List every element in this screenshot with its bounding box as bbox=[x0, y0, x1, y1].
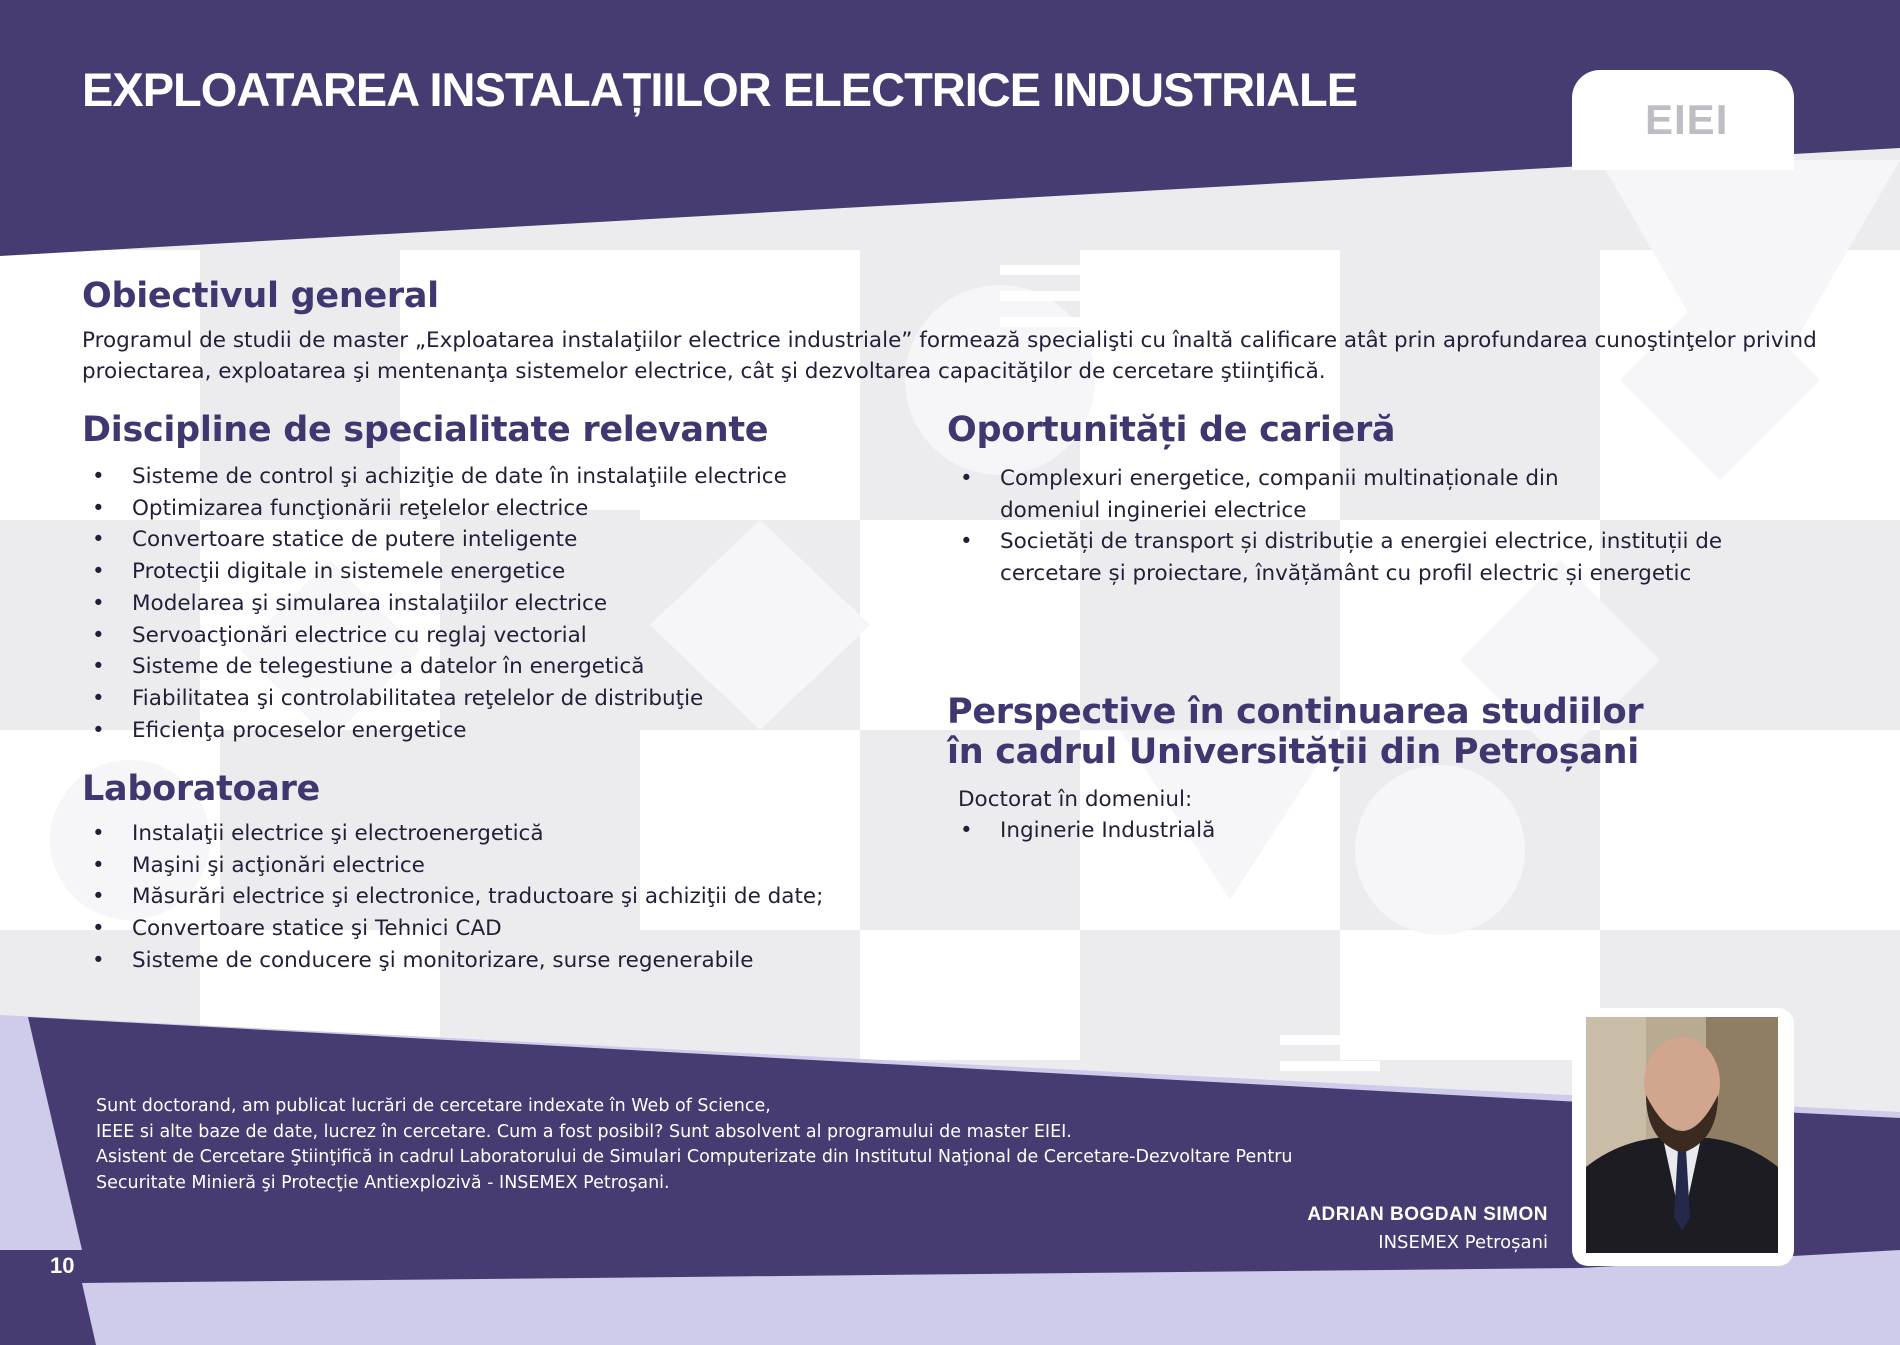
list-item: • Convertoare statice şi Tehnici CAD bbox=[82, 913, 823, 945]
portrait-photo bbox=[1586, 1017, 1778, 1253]
list-item: • Societăți de transport și distribuție a energiei electrice, instituții de cercetare și proiectare, învățământ cu profil electric și energetic bbox=[950, 526, 1760, 589]
list-item: • Eficienţa proceselor energetice bbox=[82, 715, 787, 747]
disciplines-heading: Discipline de specialitate relevante bbox=[82, 410, 769, 450]
page-number: 10 bbox=[50, 1253, 75, 1278]
careers-heading: Oportunități de carieră bbox=[947, 410, 1396, 450]
perspectives-intro: Doctorat în domeniul: bbox=[958, 787, 1193, 812]
list-item: • Sisteme de control şi achiziţie de date în instalaţiile electrice bbox=[82, 461, 787, 493]
objective-text-line: proiectarea, exploatarea şi mentenanţa sistemelor electrice, cât şi dezvoltarea capacităţilor de cercetare ştiinţifică. bbox=[82, 359, 1326, 384]
list-item: • Maşini şi acţionări electrice bbox=[82, 850, 823, 882]
testimonial-line: Securitate Minieră şi Protecţie Antiexplozivă - INSEMEX Petroşani. bbox=[96, 1172, 670, 1193]
testimonial-line: Asistent de Cercetare Ştiinţifică in cadrul Laboratorului de Simulari Computerizate din Institutul Naţional de Cercetare-Dezvoltare Pentru bbox=[96, 1147, 1293, 1167]
list-item: • Sisteme de telegestiune a datelor în energetică bbox=[82, 651, 787, 683]
program-acronym: EIEI bbox=[1645, 96, 1729, 143]
list-item: • Inginerie Industrială bbox=[950, 815, 1215, 847]
page-title: EXPLOATAREA INSTALAȚIILOR ELECTRICE INDUSTRIALE bbox=[82, 63, 1358, 116]
portrait-illustration bbox=[1586, 1017, 1778, 1253]
testimonial-name: ADRIAN BOGDAN SIMON bbox=[1307, 1204, 1548, 1225]
labs-heading: Laboratoare bbox=[82, 769, 320, 809]
list-item: • Fiabilitatea şi controlabilitatea reţelelor de distribuţie bbox=[82, 683, 787, 715]
testimonial-line: Sunt doctorand, am publicat lucrări de cercetare indexate în Web of Science, bbox=[96, 1096, 771, 1116]
list-item: • Măsurări electrice şi electronice, traductoare şi achiziţii de date; bbox=[82, 881, 823, 913]
list-item: • Instalaţii electrice şi electroenergetică bbox=[82, 818, 823, 850]
testimonial-text bbox=[96, 1094, 1292, 1196]
list-item: • Optimizarea funcţionării reţelelor electrice bbox=[82, 493, 787, 525]
testimonial-organization: INSEMEX Petroșani bbox=[1378, 1232, 1548, 1253]
list-item: • Servoacţionări electrice cu reglaj vectorial bbox=[82, 620, 787, 652]
list-item: • Convertoare statice de putere inteligente bbox=[82, 524, 787, 556]
list-item: • Modelarea şi simularea instalaţiilor electrice bbox=[82, 588, 787, 620]
objective-heading: Obiectivul general bbox=[82, 276, 439, 316]
list-item: • Protecţii digitale in sistemele energetice bbox=[82, 556, 787, 588]
list-item: • Complexuri energetice, companii multinaționale din domeniul ingineriei electrice bbox=[950, 463, 1660, 526]
testimonial-line: IEEE si alte baze de date, lucrez în cercetare. Cum a fost posibil? Sunt absolvent al programului de master EIEI. bbox=[96, 1121, 1072, 1142]
list-item: • Sisteme de conducere şi monitorizare, surse regenerabile bbox=[82, 945, 823, 977]
objective-text-line: Programul de studii de master „Exploatarea instalaţiilor electrice industriale” formează specialişti cu înaltă calificare atât prin aprofundarea cunoştinţelor privind bbox=[82, 328, 1817, 353]
perspectives-heading-line: în cadrul Universității din Petroșani bbox=[947, 732, 1639, 772]
perspectives-heading-line: Perspective în continuarea studiilor bbox=[947, 692, 1644, 732]
